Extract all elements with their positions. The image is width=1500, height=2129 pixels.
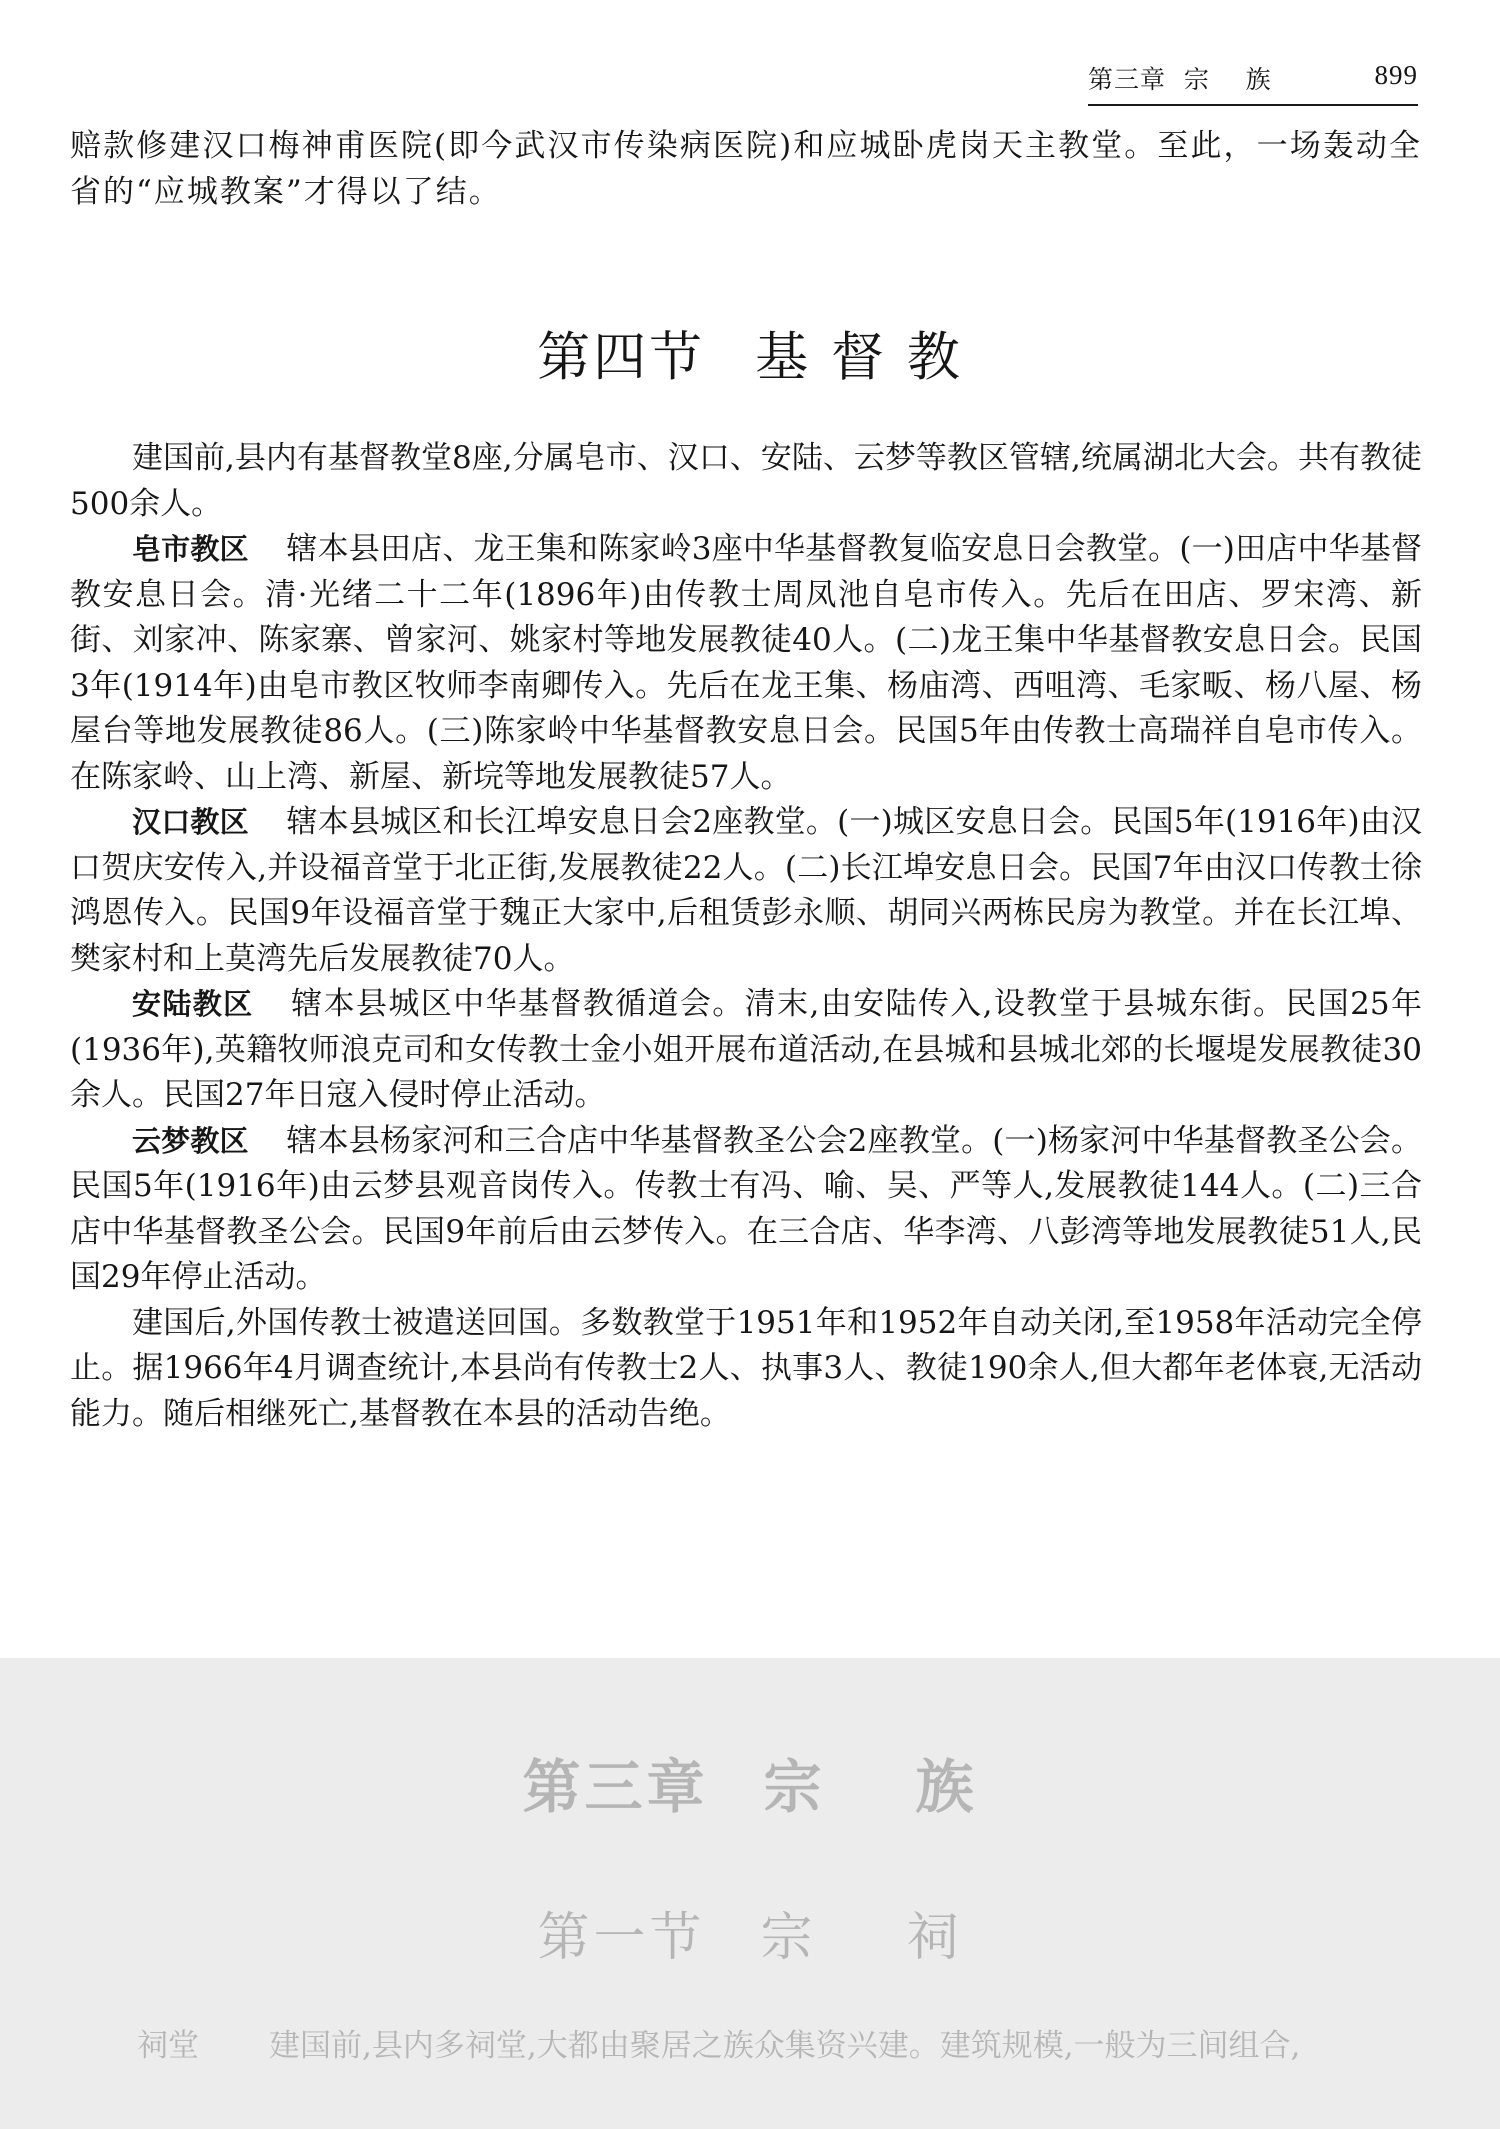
region-title-anlu: 安陆教区	[132, 987, 254, 1021]
next-chapter-title	[0, 1740, 1500, 1824]
next-line-text: 建国前,县内多祠堂,大都由聚居之族众集资兴建。建筑规模,一般为三间组合,	[269, 2028, 1301, 2064]
next-chapter-word-2: 族	[915, 1753, 978, 1821]
next-section-word-2: 祠	[906, 1908, 963, 1968]
intro-paragraph: 赔款修建汉口梅神甫医院(即今武汉市传染病医院)和应城卧虎岗天主教堂。至此，一场轰动全省的“应城教案”才得以了结。	[70, 128, 1422, 210]
region-text-zaoshi: 辖本县田店、龙王集和陈家岭3座中华基督教复临安息日会教堂。(一)田店中华基督教安息日会。清·光绪二十二年(1896年)由传教士周凤池自皂市传入。先后在田店、罗宋湾、新街、刘家冲、陈家寨、曾家河、姚家村等地发展教徒40人。(二)龙王集中华基督教安息日会。民国3年(1914年)由皂市教区牧师李南卿传入。先后在龙王集、杨庙湾、西咀湾、毛家畈、杨八屋、杨屋台等地发展教徒86人。(三)陈家岭中华基督教安息日会。民国5年由传教士高瑞祥自皂市传入。在陈家岭、山上湾、新屋、新垸等地发展教徒57人。	[70, 531, 1422, 795]
page-number: 899	[1374, 60, 1418, 90]
section-number: 第四节	[537, 327, 706, 388]
next-chapter-number: 第三章	[522, 1753, 709, 1821]
paragraph-yunmeng	[70, 1119, 1422, 1301]
paragraph-anlu	[70, 982, 1422, 1119]
region-title-zaoshi: 皂市教区	[132, 532, 249, 566]
region-text-yunmeng: 辖本县杨家河和三合店中华基督教圣公会2座教堂。(一)杨家河中华基督教圣公会。民国5年(1916年)由云梦县观音岗传入。传教士有冯、喻、吴、严等人,发展教徒144人。(二)三合店中华基督教圣公会。民国9年前后由云梦传入。在三合店、华李湾、八彭湾等地发展教徒51人,民国29年停止活动。	[70, 1122, 1422, 1295]
intro-block	[70, 124, 1422, 215]
section-name: 基 督 教	[755, 327, 963, 388]
paragraph-zaoshi	[70, 527, 1422, 800]
section-title	[0, 315, 1500, 391]
next-section-number: 第一节	[537, 1908, 706, 1968]
next-page-preview	[0, 1658, 1500, 2129]
paragraph-after-1949: 建国后,外国传教士被遣送回国。多数教堂于1951年和1952年自动关闭,至1958年活动完全停止。据1966年4月调查统计,本县尚有传教士2人、执事3人、教徒190余人,但大都年老体衰,无活动能力。随后相继死亡,基督教在本县的活动告绝。	[70, 1304, 1422, 1432]
next-chapter-word-1: 宗	[763, 1753, 826, 1821]
next-page-first-line	[137, 2020, 1300, 2065]
next-line-label: 祠堂	[137, 2028, 199, 2064]
region-title-hankou: 汉口教区	[132, 805, 249, 839]
region-text-hankou: 辖本县城区和长江埠安息日会2座教堂。(一)城区安息日会。民国5年(1916年)由汉口贺庆安传入,并设福音堂于北正街,发展教徒22人。(二)长江埠安息日会。民国7年由汉口传教士徐鸿恩传入。民国9年设福音堂于魏正大家中,后租赁彭永顺、胡同兴两栋民房为教堂。并在长江埠、樊家村和上莫湾先后发展教徒70人。	[70, 804, 1422, 977]
region-text-anlu: 辖本县城区中华基督教循道会。清末,由安陆传入,设教堂于县城东街。民国25年(1936年),英籍牧师浪克司和女传教士金小姐开展布道活动,在县城和县城北郊的长堰堤发展教徒30余人。民国27年日寇入侵时停止活动。	[70, 986, 1422, 1113]
region-title-yunmeng: 云梦教区	[132, 1123, 249, 1158]
next-section-title	[0, 1895, 1500, 1970]
running-head-chapter: 第三章 宗 族	[1088, 65, 1272, 94]
paragraph-overview: 建国前,县内有基督教堂8座,分属皂市、汉口、安陆、云梦等教区管辖,统属湖北大会。共有教徒500余人。	[70, 440, 1422, 522]
body-text	[70, 436, 1422, 1437]
paragraph-hankou	[70, 800, 1422, 982]
next-section-word-1: 宗	[760, 1908, 817, 1968]
running-head-rule	[1088, 104, 1418, 106]
running-head	[1088, 60, 1418, 96]
